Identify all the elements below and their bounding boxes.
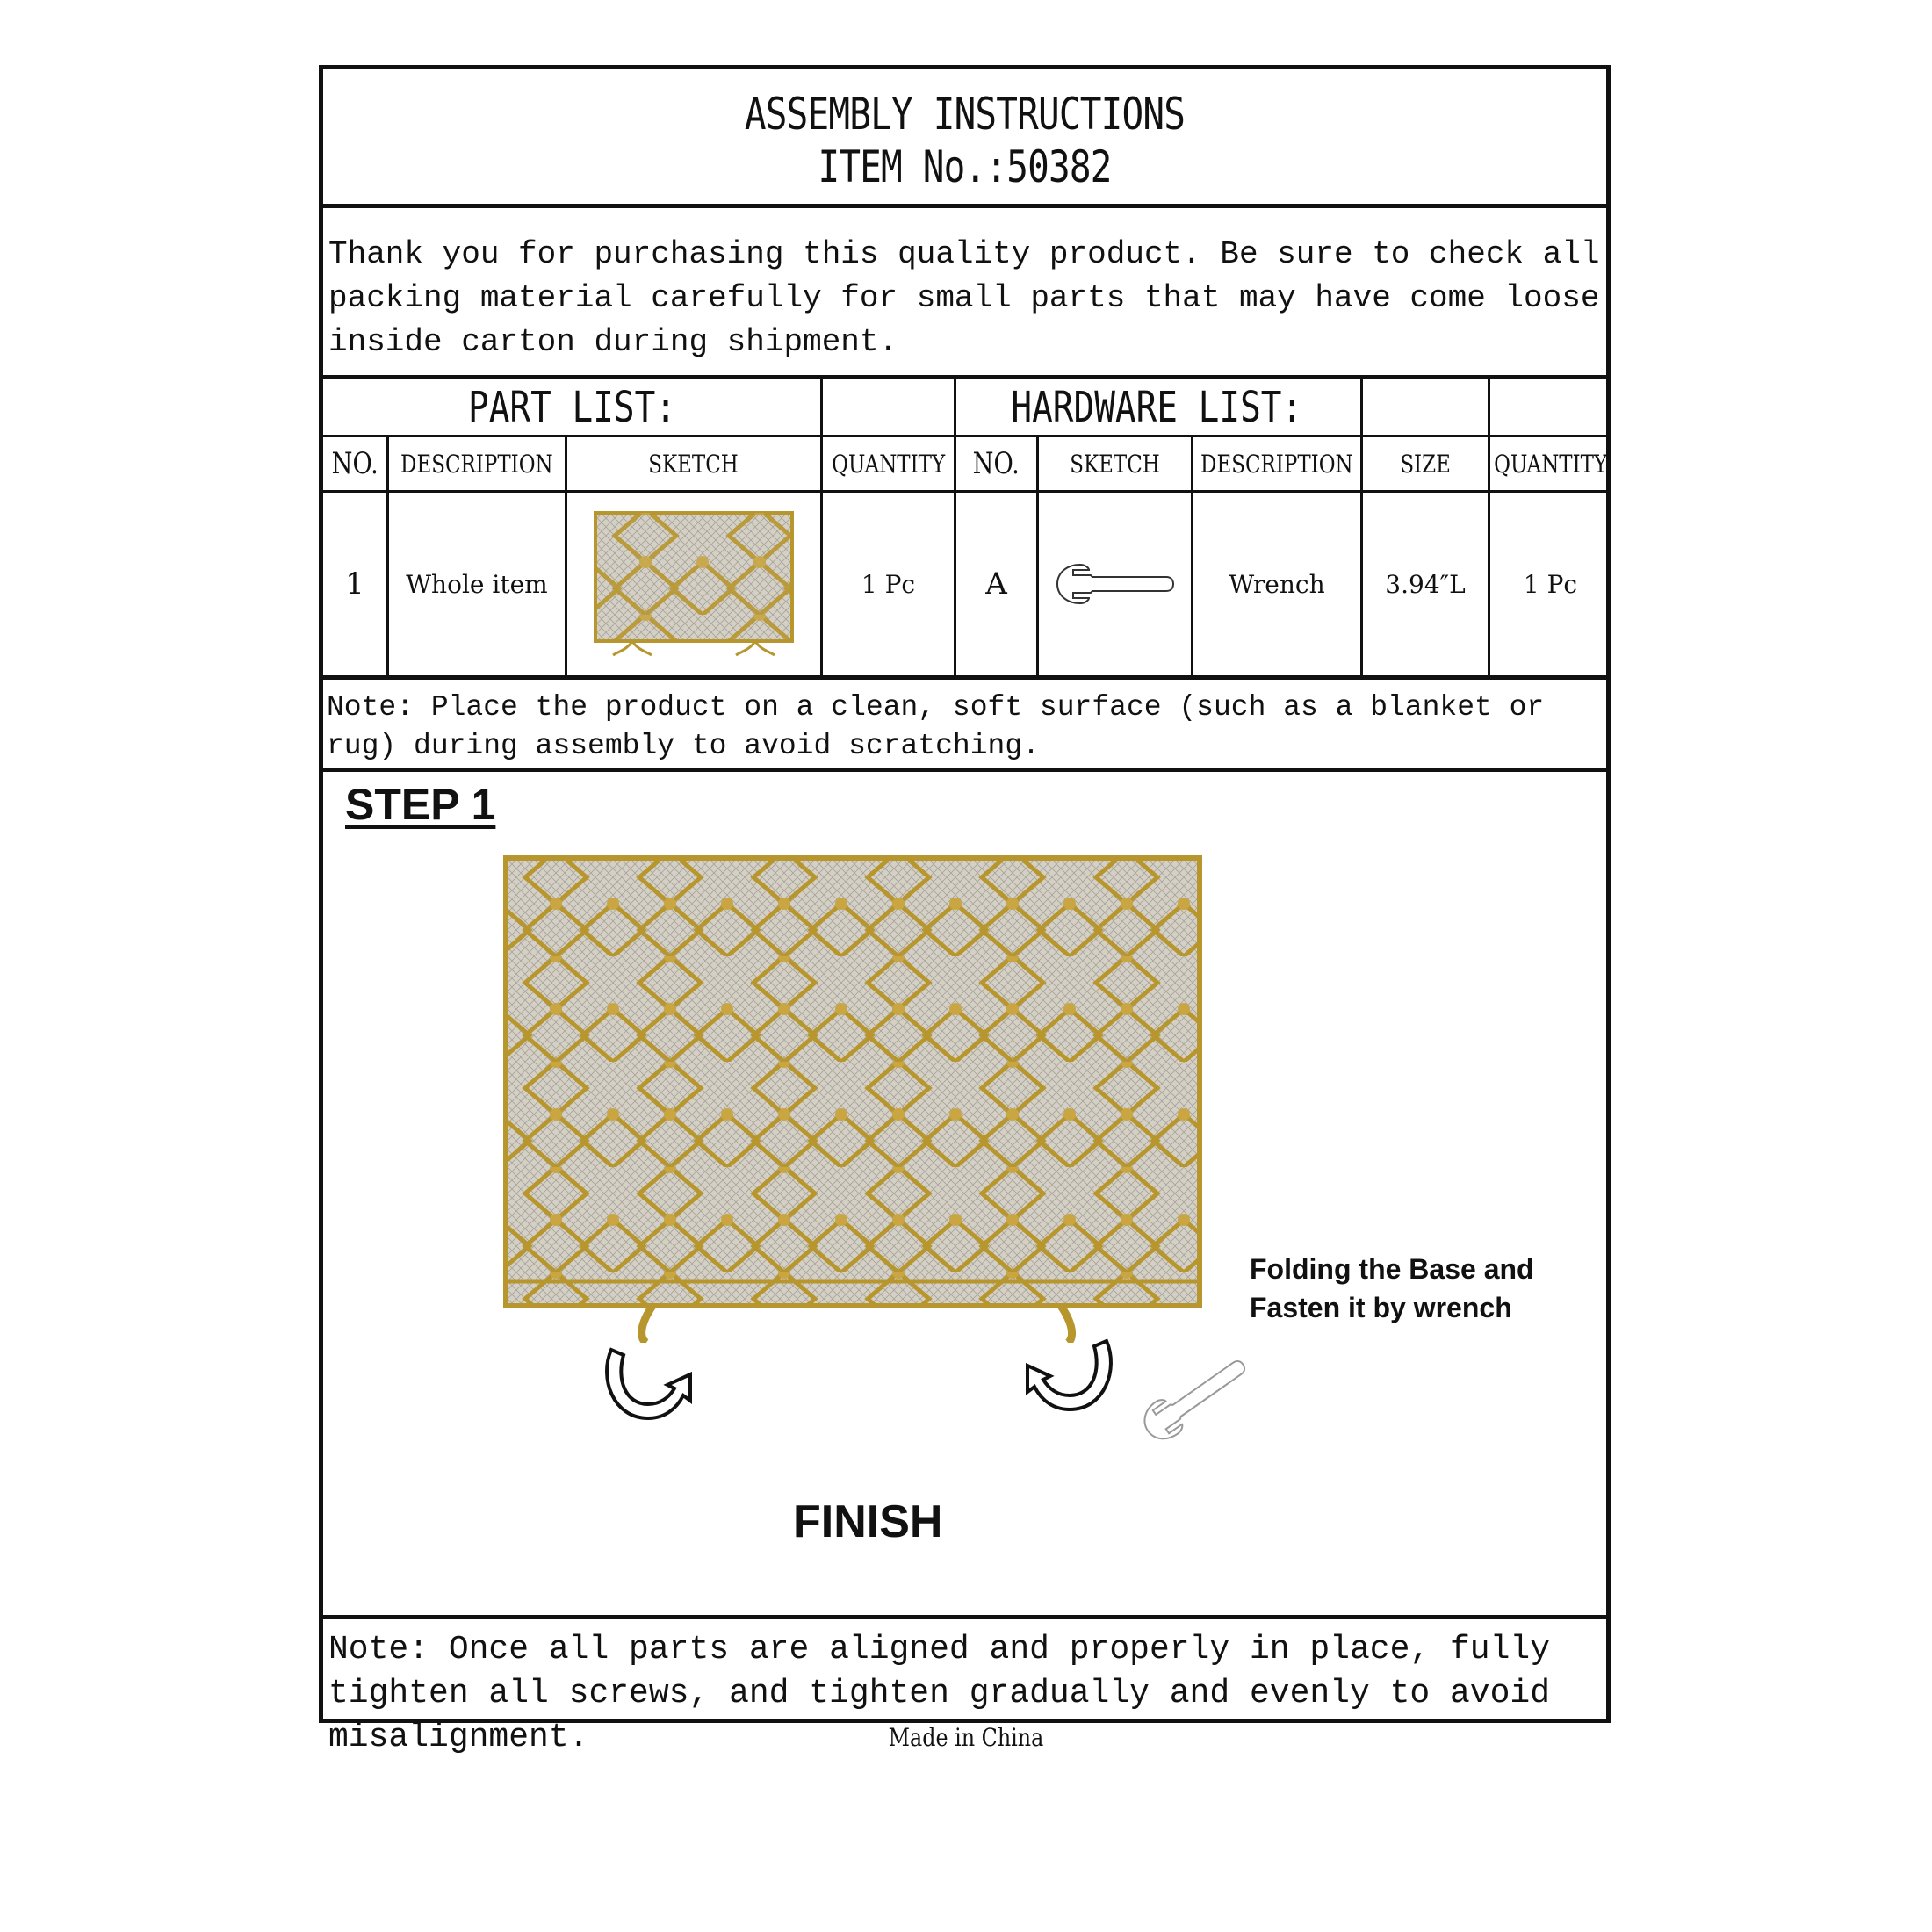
table-row-part-no: 1: [345, 566, 364, 602]
table-row-hw-quantity: 1 Pc: [1523, 569, 1578, 599]
table-row-hw-no: A: [985, 566, 1007, 602]
step-label: STEP 1: [345, 780, 496, 829]
wrench-illustration-icon: [1135, 1352, 1258, 1448]
title-block: [323, 69, 1606, 204]
col-header-hw-size: SIZE: [1400, 449, 1451, 479]
table-row-hw-description: Wrench: [1229, 569, 1325, 599]
col-header-hw-sketch: SKETCH: [1070, 449, 1160, 479]
col-header-hw-description: DESCRIPTION: [1200, 449, 1353, 479]
fireplace-screen-illustration: [499, 851, 1219, 1343]
fireplace-screen-icon: [588, 509, 799, 659]
rotate-left-arrow-icon: [595, 1343, 701, 1431]
table-row-hw-size: 3.94″L: [1385, 569, 1466, 599]
part-list-heading: PART LIST:: [467, 382, 676, 432]
item-number: ITEM No.:50382: [818, 141, 1112, 192]
footer-made-in: Made in China: [888, 1723, 1044, 1752]
col-header-part-sketch: SKETCH: [648, 449, 739, 479]
page-title: ASSEMBLY INSTRUCTIONS: [744, 89, 1186, 140]
step-instruction: Folding the Base and Fasten it by wrench: [1250, 1253, 1534, 1323]
rotate-right-arrow-icon: [1008, 1334, 1122, 1422]
table-row-part-sketch: [567, 493, 820, 675]
table-row-hw-sketch: [1039, 493, 1191, 675]
col-header-hw-no: NO.: [972, 446, 1020, 481]
intro-text: Thank you for purchasing this quality product. Be sure to check all packing material carefully for small parts that may have come loose inside carton during shipment.: [328, 236, 1600, 360]
finish-label: FINISH: [793, 1496, 943, 1547]
note-tighten: Note: Once all parts are aligned and properly in place, fully tighten all screws, and tighten gradually and evenly to avoid misalignment.: [328, 1631, 1551, 1756]
col-header-part-no: NO.: [331, 446, 378, 481]
table-row-part-quantity: 1 Pc: [861, 569, 916, 599]
col-header-hw-quantity: QUANTITY: [1494, 449, 1607, 479]
hardware-list-heading: HARDWARE LIST:: [1011, 382, 1303, 432]
col-header-part-quantity: QUANTITY: [832, 449, 945, 479]
parts-table: [323, 379, 1606, 675]
note-surface: Note: Place the product on a clean, soft surface (such as a blanket or rug) during assembly to avoid scratching.: [327, 691, 1545, 762]
hardware-list-heading-cell: [954, 379, 1360, 435]
part-list-heading-cell: [323, 379, 820, 435]
step-1-section: [323, 772, 1606, 1615]
wrench-icon: [1054, 558, 1177, 610]
table-row-part-description: Whole item: [406, 569, 548, 599]
col-header-part-description: DESCRIPTION: [400, 449, 553, 479]
